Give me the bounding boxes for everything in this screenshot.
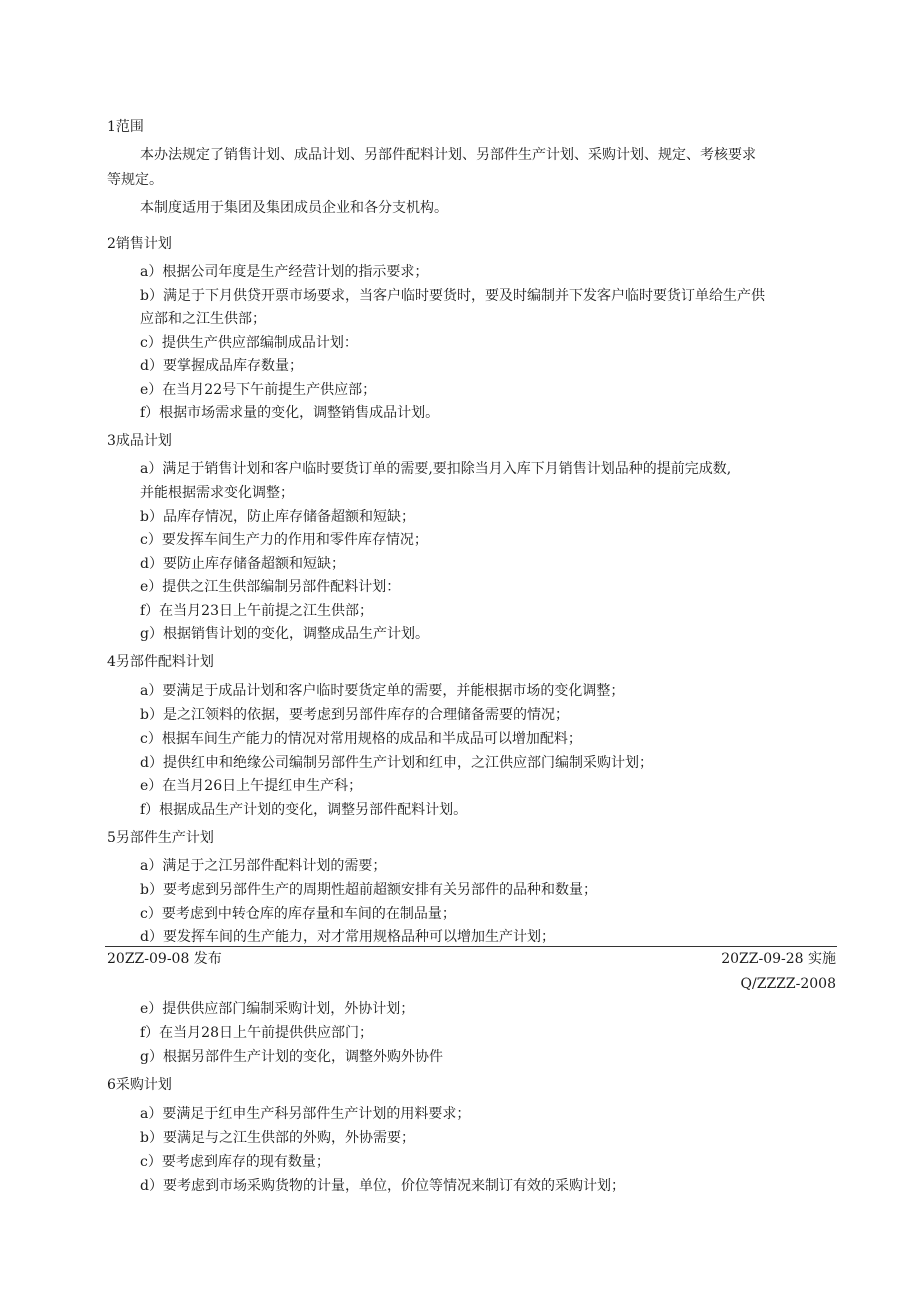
- list-item: b）满足于下月供贷开票市场要求，当客户临时要货时，要及时编制并下发客户临时要货订单给生产供: [140, 288, 765, 304]
- list-item: a）要满足于成品计划和客户临时要货定单的需要，并能根据市场的变化调整；: [140, 683, 625, 699]
- list-item: e）在当月26日上午提红申生产科；: [140, 778, 363, 794]
- document-code: Q/ZZZZ-2008: [740, 976, 836, 992]
- section-5-heading: 5另部件生产计划: [107, 830, 214, 846]
- list-item-cont: 应部和之江生供部；: [140, 311, 266, 327]
- list-item: d）要考虑到市场采购货物的计量，单位，价位等情况来制订有效的采购计划；: [140, 1178, 625, 1194]
- list-item: f）根据市场需求量的变化，调整销售成品计划。: [140, 405, 440, 421]
- list-item: b）要考虑到另部件生产的周期性超前超额安排有关另部件的品种和数量；: [140, 882, 597, 898]
- footer-effective-date: 20ZZ-09-28 实施: [721, 951, 836, 967]
- list-item: c）要考虑到库存的现有数量；: [140, 1154, 330, 1170]
- section-3-heading: 3成品计划: [107, 433, 172, 449]
- list-item: e）提供供应部门编制采购计划，外协计划；: [140, 1001, 415, 1017]
- list-item: b）品库存情况，防止库存储备超额和短缺；: [140, 509, 415, 525]
- footer-divider: [105, 946, 837, 947]
- list-item: a）根据公司年度是生产经营计划的指示要求；: [140, 264, 429, 280]
- list-item: b）要满足与之江生供部的外购，外协需要；: [140, 1130, 415, 1146]
- list-item: c）要考虑到中转仓库的库存量和车间的在制品量；: [140, 906, 456, 922]
- list-item: d）要掌握成品库存数量；: [140, 358, 303, 374]
- list-item: g）根据销售计划的变化，调整成品生产计划。: [140, 626, 429, 642]
- list-item: a）要满足于红申生产科另部件生产计划的用料要求；: [140, 1106, 471, 1122]
- list-item: d）提供红申和绝缘公司编制另部件生产计划和红申，之江供应部门编制采购计划；: [140, 755, 653, 771]
- list-item: f）在当月28日上午前提供供应部门；: [140, 1025, 373, 1041]
- section-1-paragraph: 本办法规定了销售计划、成品计划、另部件配料计划、另部件生产计划、采购计划、规定、考核要求: [140, 147, 756, 163]
- section-4-heading: 4另部件配料计划: [107, 654, 214, 670]
- section-1-heading: 1范围: [107, 119, 144, 135]
- list-item: e）提供之江生供部编制另部件配料计划：: [140, 579, 401, 595]
- list-item: d）要发挥车间的生产能力，对才常用规格品种可以增加生产计划；: [140, 929, 555, 945]
- list-item: c）要发挥车间生产力的作用和零件库存情况；: [140, 532, 428, 548]
- list-item: a）满足于销售计划和客户临时要货订单的需要,要扣除当月入库下月销售计划品种的提前完成数,: [140, 461, 732, 477]
- list-item: b）是之江领料的依据，要考虑到另部件库存的合理储备需要的情况；: [140, 707, 569, 723]
- list-item: e）在当月22号下午前提生产供应部；: [140, 382, 377, 398]
- section-1-paragraph-cont: 等规定。: [107, 172, 163, 188]
- list-item: f）在当月23日上午前提之江生供部；: [140, 603, 373, 619]
- list-item: g）根据另部件生产计划的变化，调整外购外协件: [140, 1049, 443, 1065]
- list-item: f）根据成品生产计划的变化，调整另部件配料计划。: [140, 802, 468, 818]
- footer-issue-date: 20ZZ-09-08 发布: [107, 951, 222, 967]
- list-item: c）提供生产供应部编制成品计划：: [140, 335, 358, 351]
- section-6-heading: 6采购计划: [107, 1077, 172, 1093]
- list-item: a）满足于之江另部件配料计划的需要；: [140, 858, 387, 874]
- list-item-cont: 并能根据需求变化调整；: [140, 485, 294, 501]
- list-item: c）根据车间生产能力的情况对常用规格的成品和半成品可以增加配料；: [140, 731, 582, 747]
- section-2-heading: 2销售计划: [107, 236, 172, 252]
- section-1-scope: 本制度适用于集团及集团成员企业和各分支机构。: [140, 200, 448, 216]
- list-item: d）要防止库存储备超额和短缺；: [140, 556, 345, 572]
